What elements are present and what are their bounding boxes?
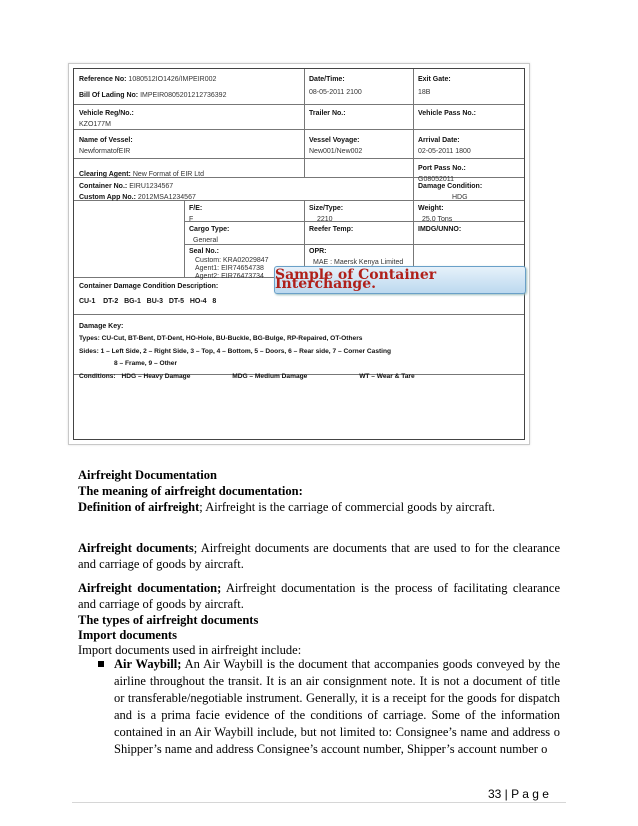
documentation-paragraph [78, 580, 560, 612]
fe-value: F [189, 216, 194, 223]
clearing-value: New Format of EIR Ltd [132, 171, 205, 178]
opr-label: OPR: [309, 248, 327, 255]
definition-paragraph [78, 499, 560, 515]
cdc-label: Container Damage Condition Description: [79, 283, 219, 290]
portpass-value: G08052011 [418, 176, 455, 183]
footer-divider [72, 802, 566, 803]
container-value: EIRU1234567 [129, 183, 174, 190]
exitgate-value: 18B [418, 89, 431, 96]
square-bullet-icon [98, 661, 104, 667]
vessel-value: NewformatofEIR [79, 148, 131, 155]
voyage-label: Vessel Voyage: [309, 137, 360, 144]
clearing-label: Clearing Agent: [79, 171, 131, 178]
portpass-label: Port Pass No.: [418, 165, 466, 172]
damage-key-sides: Sides: 1 – Left Side, 2 – Right Side, 3 – Top, 4 – Bottom, 5 – Doors, 6 – Rear side, 7 – Corner Casting [79, 348, 392, 355]
cargo-value: General [193, 237, 218, 244]
container-label: Container No.: [79, 183, 128, 190]
seal-label: Seal No.: [189, 248, 219, 255]
documents-label: Airfreight documents [78, 541, 194, 555]
seal-agent2: Agent2: EIR76473734 [195, 273, 264, 280]
air-waybill-label: Air Waybill; [114, 657, 182, 671]
bol-label: Bill Of Lading No: [79, 92, 139, 99]
datetime-value: 08-05-2011 2100 [309, 89, 362, 96]
seal-agent1: Agent1: EIR74654738 [195, 265, 264, 272]
list-item-air-waybill [78, 656, 560, 758]
documentation-text: Airfreight documentation is the process of facilitating clearance and carriage of goods by aircraft. [78, 581, 561, 611]
reefer-label: Reefer Temp: [309, 226, 354, 233]
customapp-value: 2012MSA1234567 [137, 194, 196, 201]
container-interchange-form-image [68, 63, 530, 445]
opr-value: MAE : Maersk Kenya Limited [313, 259, 404, 266]
imdg-label: IMDG/UNNO: [418, 226, 462, 233]
arrival-label: Arrival Date: [418, 137, 460, 144]
size-value: 2210 [317, 216, 333, 223]
import-heading: Import documents [78, 628, 177, 642]
size-label: Size/Type: [309, 205, 344, 212]
damagecond-value: HDG [452, 194, 468, 201]
customapp-label: Custom App No.: [79, 194, 136, 201]
form-table [73, 68, 525, 440]
exitgate-label: Exit Gate: [418, 76, 451, 83]
arrival-value: 02-05-2011 1800 [418, 148, 471, 155]
page-number: 33 | P a g e [488, 787, 549, 801]
documentation-label: Airfreight documentation; [78, 581, 222, 595]
trailer-label: Trailer No.: [309, 110, 346, 117]
vehiclereg-label: Vehicle Reg/No.: [79, 110, 134, 117]
documents-text: ; Airfreight documents are documents that are used to for the clearance and carriage of goods by aircraft. [78, 541, 560, 571]
condition-wt: WT – Wear & Tare [359, 373, 415, 380]
cargo-label: Cargo Type: [189, 226, 230, 233]
definition-text: ; Airfreight is the carriage of commercial goods by aircraft. [199, 500, 495, 514]
reference-label: Reference No: [79, 76, 127, 83]
seal-custom: Custom: KRA02029847 [195, 257, 269, 264]
damage-key-types: Types: CU-Cut, BT-Bent, DT-Dent, HO-Hole, BU-Buckle, BG-Bulge, RP-Repaired, OT-Others [79, 335, 363, 342]
vehiclereg-value: KZO177M [79, 121, 111, 128]
datetime-label: Date/Time: [309, 76, 345, 83]
import-documents-list [78, 656, 560, 758]
vessel-label: Name of Vessel: [79, 137, 133, 144]
conditions-label: Conditions: [79, 373, 116, 380]
reference-value: 1080512IO1426/IMPEIR002 [128, 76, 217, 83]
vehiclepass-label: Vehicle Pass No.: [418, 110, 476, 117]
damage-key-sides-2: 8 – Frame, 9 – Other [114, 360, 178, 367]
stamp-text: Sample of Container Interchange. [275, 267, 437, 292]
meaning-heading: The meaning of airfreight documentation: [78, 484, 303, 498]
weight-label: Weight: [418, 205, 444, 212]
condition-hdg: HDG – Heavy Damage [121, 373, 191, 380]
condition-mdg: MDG – Medium Damage [232, 373, 308, 380]
air-waybill-text: An Air Waybill is the document that accompanies goods conveyed by the airline throughout the transit. It is an air consignment note. It is not a document of title or transferable/negotiable instrument. Generally, it is a receipt for the goods for dispatch and is a prima facie evidence of the conditions of carriage. Some of the information contained in an Air Waybill include, but not limited to: Consignee’s name and address o Shipper’s name and address Consignee’s account number, Shipper’s account number o [114, 657, 560, 756]
import-intro: Import documents used in airfreight include: [78, 643, 302, 657]
voyage-value: New001/New002 [309, 148, 363, 155]
bol-value: IMPEIR0805201212736392 [140, 92, 227, 99]
section-heading: Airfreight Documentation [78, 468, 217, 482]
types-heading: The types of airfreight documents [78, 613, 259, 627]
damagecond-label: Damage Condition: [418, 183, 483, 190]
definition-label: Definition of airfreight [78, 500, 200, 514]
sample-stamp [274, 266, 526, 294]
fe-label: F/E: [189, 205, 203, 212]
cdc-codes: CU-1 DT-2 BG-1 BU-3 DT-5 HO-4 8 [79, 298, 217, 305]
damage-key-label: Damage Key: [79, 323, 124, 330]
documents-paragraph [78, 540, 560, 572]
weight-value: 25.0 Tons [422, 216, 453, 223]
